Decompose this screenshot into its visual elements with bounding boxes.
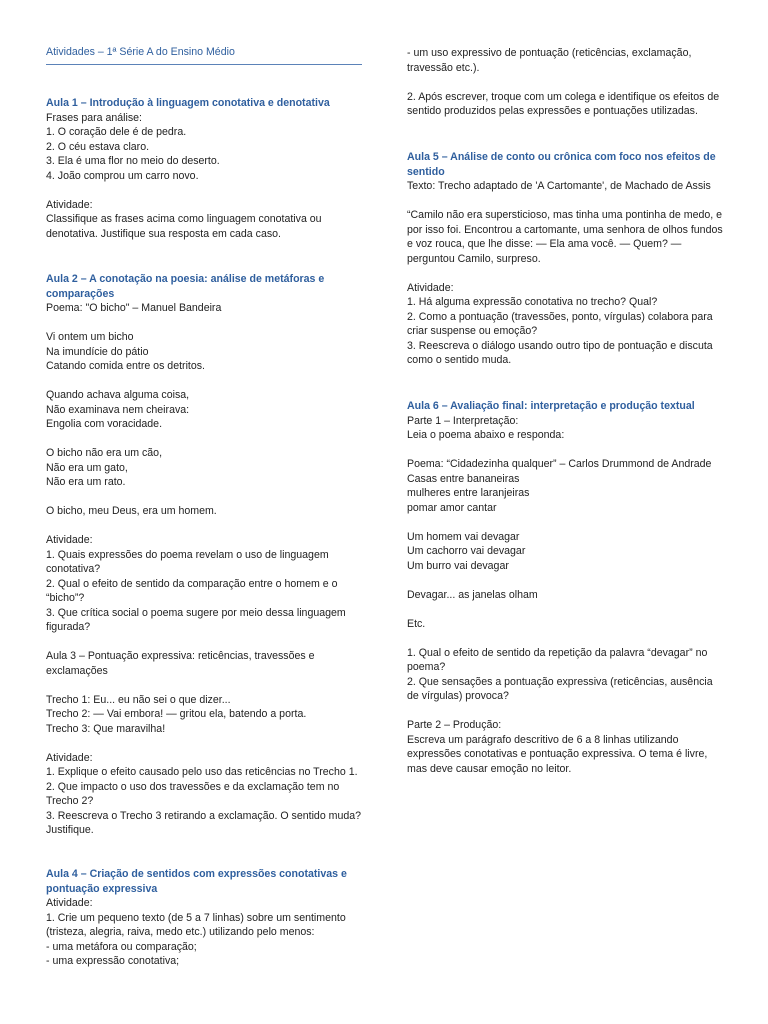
text-line: 2. Que impacto o uso dos travessões e da exclamação tem no Trecho 2?	[46, 780, 340, 807]
text-line: pomar amor cantar	[407, 501, 497, 514]
text-line: - um uso expressivo de pontuação (reticências, exclamação, travessão etc.).	[407, 47, 692, 74]
text-line: Texto: Trecho adaptado de 'A Cartomante', de Machado de Assis	[407, 180, 711, 192]
text-line: Um burro vai devagar	[407, 559, 509, 572]
text-line: Classifique as frases acima como linguagem conotativa ou denotativa. Justifique sua resposta em cada caso.	[46, 213, 322, 240]
text-line: 2. Como a pontuação (travessões, ponto, vírgulas) colabora para criar suspense ou emoção?	[407, 310, 713, 337]
text-line: 1. Quais expressões do poema revelam o uso de linguagem conotativa?	[46, 548, 329, 575]
text-line: Leia o poema abaixo e responda:	[407, 429, 565, 441]
text-line: 1. Qual o efeito de sentido da repetição da palavra “devagar” no poema?	[407, 646, 708, 673]
blank-line	[407, 443, 725, 458]
text-line: 4. João comprou um carro novo.	[46, 169, 199, 182]
blank-line	[407, 602, 725, 617]
section-heading: Aula 1 – Introdução à linguagem conotativa e denotativa	[46, 97, 330, 109]
blank-line	[46, 432, 362, 447]
blank-line	[46, 183, 362, 198]
document-header	[46, 45, 362, 65]
blank-line	[46, 678, 362, 693]
lesson-section	[46, 649, 362, 838]
text-line: Vi ontem um bicho	[46, 331, 134, 343]
header-divider	[46, 64, 362, 65]
section-heading: Aula 5 – Análise de conto ou crônica com foco nos efeitos de sentido	[407, 151, 716, 178]
text-line: Casas entre bananeiras	[407, 472, 520, 485]
section-heading: Aula 2 – A conotação na poesia: análise de metáforas e comparações	[46, 273, 325, 300]
text-line: 2. Após escrever, troque com um colega e identifique os efeitos de sentido produzidos pelas expressões e pontuações utilizadas.	[407, 90, 720, 117]
lesson-section	[46, 867, 362, 969]
text-line: “Camilo não era supersticioso, mas tinha uma pontinha de medo, e por isso foi. Encontrou a cartomante, uma senhora de olhos fundos e voz rouca, que lhe disse: — Ela ama você. — Quem? — perguntou Camilo, surpreso.	[407, 209, 723, 265]
text-line: Não examinava nem cheirava:	[46, 403, 190, 416]
text-line: 3. Reescreva o Trecho 3 retirando a exclamação. O sentido muda? Justifique.	[46, 809, 362, 836]
text-line: Um homem vai devagar	[407, 530, 520, 543]
text-line: Aula 3 – Pontuação expressiva: reticências, travessões e exclamações	[46, 650, 315, 677]
text-line: 2. Qual o efeito de sentido da comparação entre o homem e o “bicho”?	[46, 577, 338, 604]
section-heading: Aula 4 – Criação de sentidos com expressões conotativas e pontuação expressiva	[46, 868, 347, 895]
text-line: Parte 1 – Interpretação:	[407, 414, 519, 427]
text-line: Não era um rato.	[46, 476, 126, 488]
text-line: Escreva um parágrafo descritivo de 6 a 8 linhas utilizando expressões conotativas e pontuação expressiva. O tema é livre, mas deve causar emoção no leitor.	[407, 733, 708, 775]
text-line: Trecho 1: Eu... eu não sei o que dizer...	[46, 693, 231, 706]
blank-line	[46, 490, 362, 505]
blank-line	[46, 316, 362, 331]
text-line: mulheres entre laranjeiras	[407, 487, 530, 499]
text-line: - uma expressão conotativa;	[46, 955, 180, 967]
text-line: O bicho não era um cão,	[46, 447, 163, 459]
blank-line	[407, 631, 725, 646]
blank-line	[407, 75, 725, 90]
text-line: 3. Reescreva o diálogo usando outro tipo de pontuação e discuta como o sentido muda.	[407, 339, 713, 366]
blank-line	[407, 266, 725, 281]
text-line: 2. O céu estava claro.	[46, 140, 150, 153]
text-line: Trecho 2: — Vai embora! — gritou ela, batendo a porta.	[46, 708, 307, 720]
text-line: Atividade:	[407, 281, 454, 294]
blank-line	[46, 519, 362, 534]
text-line: Catando comida entre os detritos.	[46, 360, 205, 372]
text-line: Quando achava alguma coisa,	[46, 389, 190, 401]
text-line: Devagar... as janelas olham	[407, 588, 538, 601]
text-line: 1. Explique o efeito causado pelo uso das reticências no Trecho 1.	[46, 766, 358, 778]
lesson-section	[46, 272, 362, 635]
lesson-section	[407, 46, 725, 119]
text-line: 2. Que sensações a pontuação expressiva (reticências, ausência de vírgulas) provoca?	[407, 675, 713, 702]
blank-line	[46, 374, 362, 389]
blank-line	[407, 515, 725, 530]
lesson-section	[407, 399, 725, 776]
text-line: Não era um gato,	[46, 461, 128, 474]
document-title: Atividades – 1ª Série A do Ensino Médio	[46, 46, 235, 58]
blank-line	[407, 194, 725, 209]
text-line: Poema: "O bicho" – Manuel Bandeira	[46, 302, 222, 314]
text-line: O bicho, meu Deus, era um homem.	[46, 505, 217, 517]
blank-line	[46, 736, 362, 751]
text-line: Atividade:	[46, 534, 93, 546]
text-line: Atividade:	[46, 751, 93, 764]
text-line: Atividade:	[46, 897, 93, 909]
text-line: 1. Há alguma expressão conotativa no trecho? Qual?	[407, 296, 658, 308]
lesson-section	[46, 96, 362, 241]
blank-line	[407, 704, 725, 719]
text-line: 1. O coração dele é de pedra.	[46, 126, 187, 138]
text-line: Engolia com voracidade.	[46, 418, 163, 430]
lesson-section	[407, 150, 725, 368]
text-line: 1. Crie um pequeno texto (de 5 a 7 linhas) sobre um sentimento (tristeza, alegria, raiva, medo etc.) utilizando pelo menos:	[46, 911, 346, 938]
text-line: Parte 2 – Produção:	[407, 719, 502, 731]
section-heading: Aula 6 – Avaliação final: interpretação e produção textual	[407, 400, 695, 412]
text-line: Atividade:	[46, 198, 93, 211]
text-line: Um cachorro vai devagar	[407, 545, 526, 557]
blank-line	[407, 573, 725, 588]
text-line: Na imundície do pátio	[46, 345, 149, 358]
text-line: 3. Que crítica social o poema sugere por meio dessa linguagem figurada?	[46, 606, 346, 633]
text-line: - uma metáfora ou comparação;	[46, 940, 197, 953]
text-line: Etc.	[407, 617, 426, 630]
text-line: 3. Ela é uma flor no meio do deserto.	[46, 155, 220, 167]
text-line: Poema: “Cidadezinha qualquer” – Carlos Drummond de Andrade	[407, 458, 712, 470]
text-line: Trecho 3: Que maravilha!	[46, 722, 166, 735]
text-line: Frases para análise:	[46, 111, 142, 124]
